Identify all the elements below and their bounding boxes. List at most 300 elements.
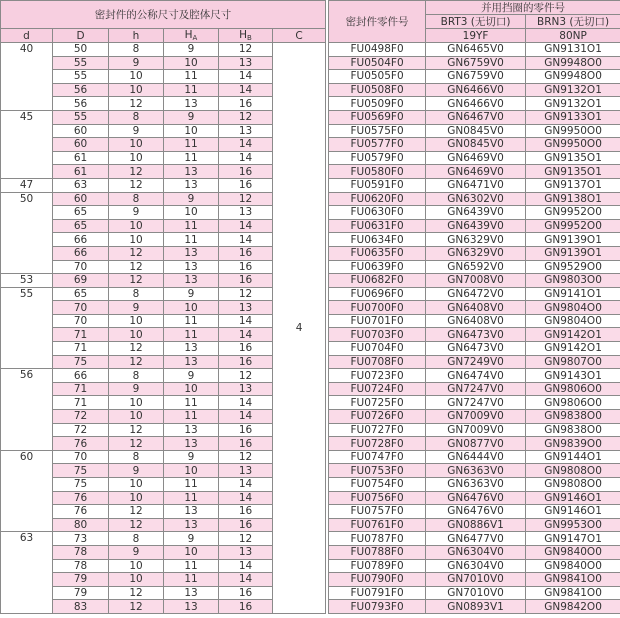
ha-cell: 11: [164, 233, 219, 247]
height-h-cell: 12: [109, 355, 164, 369]
outer-diameter-cell: 50: [53, 43, 109, 57]
brt3-part-number-cell: GN0886V1: [426, 518, 526, 532]
hb-cell: 16: [219, 178, 273, 192]
brt3-part-number-cell: GN6302V0: [426, 192, 526, 206]
brn3-part-number-cell: GN9135O1: [526, 151, 620, 165]
col-hb-header: [219, 29, 273, 43]
brn3-part-number-cell: GN9804O0: [526, 314, 620, 328]
seal-part-number-cell: FU0723F0: [329, 369, 426, 383]
hb-cell: 14: [219, 478, 273, 492]
brt3-part-number-cell: GN6467V0: [426, 110, 526, 124]
brn3-part-number-cell: GN9137O1: [526, 178, 620, 192]
brt3-part-number-cell: GN7010V0: [426, 586, 526, 600]
ha-cell: 13: [164, 600, 219, 614]
brn3-part-number-cell: GN9841O0: [526, 586, 620, 600]
seal-part-number-cell: FU0569F0: [329, 110, 426, 124]
seal-part-number-cell: FU0509F0: [329, 97, 426, 111]
col-c-header: C: [273, 29, 326, 43]
brt3-part-number-cell: GN6466V0: [426, 83, 526, 97]
outer-diameter-cell: 66: [53, 369, 109, 383]
outer-diameter-cell: 70: [53, 450, 109, 464]
outer-diameter-cell: 65: [53, 287, 109, 301]
height-h-cell: 12: [109, 437, 164, 451]
diameter-d-cell: 47: [1, 178, 53, 192]
col-outer-d-header: D: [53, 29, 109, 43]
hb-cell: 16: [219, 586, 273, 600]
outer-diameter-cell: 61: [53, 165, 109, 179]
height-h-cell: 10: [109, 151, 164, 165]
brt3-header: BRT3 (无切口): [426, 15, 526, 29]
brt3-part-number-cell: GN6329V0: [426, 233, 526, 247]
ha-cell: 13: [164, 178, 219, 192]
outer-diameter-cell: 76: [53, 491, 109, 505]
brn3-part-number-cell: GN9529O0: [526, 260, 620, 274]
hb-cell: 16: [219, 355, 273, 369]
seal-part-number-cell: FU0577F0: [329, 138, 426, 152]
hb-cell: 16: [219, 97, 273, 111]
hb-cell: 16: [219, 165, 273, 179]
ha-cell: 9: [164, 532, 219, 546]
brn3-part-number-cell: GN9141O1: [526, 287, 620, 301]
hb-cell: 16: [219, 342, 273, 356]
outer-diameter-cell: 69: [53, 274, 109, 288]
outer-diameter-cell: 66: [53, 233, 109, 247]
brt3-part-number-cell: GN6472V0: [426, 287, 526, 301]
header-row: [1, 1, 620, 15]
hb-cell: 12: [219, 369, 273, 383]
diameter-d-cell: 63: [1, 532, 53, 614]
hb-cell: 16: [219, 505, 273, 519]
outer-diameter-cell: 65: [53, 219, 109, 233]
outer-diameter-cell: 60: [53, 138, 109, 152]
hb-cell: 16: [219, 274, 273, 288]
outer-diameter-cell: 70: [53, 260, 109, 274]
seal-part-number-cell: FU0703F0: [329, 328, 426, 342]
brt3-part-number-cell: GN6439V0: [426, 206, 526, 220]
ha-cell: 11: [164, 314, 219, 328]
outer-diameter-cell: 76: [53, 505, 109, 519]
brn3-part-number-cell: GN9840O0: [526, 559, 620, 573]
height-h-cell: 10: [109, 70, 164, 84]
ha-cell: 10: [164, 124, 219, 138]
hb-cell: 14: [219, 573, 273, 587]
hb-cell: 14: [219, 233, 273, 247]
outer-diameter-cell: 56: [53, 97, 109, 111]
brt3-part-number-cell: GN6408V0: [426, 314, 526, 328]
brn3-part-number-cell: GN9952O0: [526, 219, 620, 233]
hb-cell: 13: [219, 206, 273, 220]
hb-cell: 14: [219, 70, 273, 84]
column-gap: [326, 29, 329, 43]
brn3-part-number-cell: GN9139O1: [526, 246, 620, 260]
seal-part-number-cell: FU0754F0: [329, 478, 426, 492]
height-h-cell: 8: [109, 450, 164, 464]
seal-part-number-header: 密封件零件号: [329, 1, 426, 43]
hb-cell: 14: [219, 314, 273, 328]
seal-part-number-cell: FU0630F0: [329, 206, 426, 220]
hb-cell: 14: [219, 410, 273, 424]
brn3-part-number-cell: GN9948O0: [526, 70, 620, 84]
brt3-part-number-cell: GN6329V0: [426, 246, 526, 260]
ha-sub-label: A: [192, 34, 198, 42]
height-h-cell: 10: [109, 219, 164, 233]
hb-cell: 16: [219, 423, 273, 437]
seal-part-number-cell: FU0787F0: [329, 532, 426, 546]
ha-cell: 11: [164, 491, 219, 505]
hb-cell: 14: [219, 491, 273, 505]
height-h-cell: 12: [109, 586, 164, 600]
brn3-part-number-cell: GN9952O0: [526, 206, 620, 220]
c-cell: 4: [273, 43, 326, 614]
hb-cell: 16: [219, 260, 273, 274]
hb-cell: 13: [219, 56, 273, 70]
brt3-part-number-cell: GN6439V0: [426, 219, 526, 233]
outer-diameter-cell: 78: [53, 545, 109, 559]
outer-diameter-cell: 71: [53, 396, 109, 410]
ha-cell: 11: [164, 410, 219, 424]
seal-part-number-cell: FU0498F0: [329, 43, 426, 57]
brn3-part-number-cell: GN9138O1: [526, 192, 620, 206]
outer-diameter-cell: 78: [53, 559, 109, 573]
seal-part-number-cell: FU0789F0: [329, 559, 426, 573]
brn3-part-number-cell: GN9807O0: [526, 355, 620, 369]
seal-part-number-cell: FU0620F0: [329, 192, 426, 206]
height-h-cell: 9: [109, 301, 164, 315]
hb-cell: 12: [219, 287, 273, 301]
height-h-cell: 10: [109, 328, 164, 342]
seal-part-number-cell: FU0591F0: [329, 178, 426, 192]
hb-cell: 14: [219, 151, 273, 165]
hb-cell: 14: [219, 83, 273, 97]
brn3-part-number-cell: GN9142O1: [526, 328, 620, 342]
seal-part-number-cell: FU0701F0: [329, 314, 426, 328]
ha-cell: 11: [164, 219, 219, 233]
hb-cell: 16: [219, 518, 273, 532]
ha-cell: 13: [164, 505, 219, 519]
diameter-d-cell: 50: [1, 192, 53, 274]
height-h-cell: 10: [109, 559, 164, 573]
height-h-cell: 8: [109, 532, 164, 546]
height-h-cell: 12: [109, 423, 164, 437]
outer-diameter-cell: 76: [53, 437, 109, 451]
brt3-code-header: 19YF: [426, 29, 526, 43]
ha-cell: 11: [164, 70, 219, 84]
height-h-cell: 8: [109, 43, 164, 57]
brn3-part-number-cell: GN9132O1: [526, 83, 620, 97]
seal-part-number-cell: FU0700F0: [329, 301, 426, 315]
outer-diameter-cell: 75: [53, 355, 109, 369]
ha-cell: 13: [164, 246, 219, 260]
brt3-part-number-cell: GN6759V0: [426, 56, 526, 70]
ha-cell: 13: [164, 97, 219, 111]
hb-cell: 16: [219, 246, 273, 260]
col-h-header: h: [109, 29, 164, 43]
brt3-part-number-cell: GN0845V0: [426, 124, 526, 138]
nominal-dimensions-header: 密封件的公称尺寸及腔体尺寸: [1, 1, 326, 29]
ha-main-label: H: [184, 29, 193, 41]
height-h-cell: 12: [109, 274, 164, 288]
brn3-part-number-cell: GN9146O1: [526, 505, 620, 519]
brn3-part-number-cell: GN9144O1: [526, 450, 620, 464]
brn3-part-number-cell: GN9950O0: [526, 138, 620, 152]
ha-cell: 9: [164, 369, 219, 383]
height-h-cell: 10: [109, 138, 164, 152]
height-h-cell: 12: [109, 600, 164, 614]
ha-cell: 13: [164, 274, 219, 288]
ha-cell: 13: [164, 586, 219, 600]
brt3-part-number-cell: GN6469V0: [426, 151, 526, 165]
height-h-cell: 10: [109, 396, 164, 410]
brn3-part-number-cell: GN9131O1: [526, 43, 620, 57]
brn3-part-number-cell: GN9806O0: [526, 382, 620, 396]
seal-part-number-cell: FU0634F0: [329, 233, 426, 247]
column-gap: [326, 15, 329, 29]
ha-cell: 9: [164, 192, 219, 206]
outer-diameter-cell: 61: [53, 151, 109, 165]
hb-cell: 13: [219, 545, 273, 559]
hb-cell: 14: [219, 559, 273, 573]
seal-part-number-cell: FU0579F0: [329, 151, 426, 165]
seal-part-number-cell: FU0725F0: [329, 396, 426, 410]
hb-cell: 13: [219, 382, 273, 396]
height-h-cell: 8: [109, 287, 164, 301]
brn3-part-number-cell: GN9840O0: [526, 545, 620, 559]
brn3-header: BRN3 (无切口): [526, 15, 620, 29]
outer-diameter-cell: 79: [53, 586, 109, 600]
outer-diameter-cell: 79: [53, 573, 109, 587]
height-h-cell: 8: [109, 110, 164, 124]
height-h-cell: 10: [109, 478, 164, 492]
ha-cell: 13: [164, 165, 219, 179]
ha-cell: 11: [164, 559, 219, 573]
hb-cell: 14: [219, 396, 273, 410]
brt3-part-number-cell: GN7247V0: [426, 382, 526, 396]
hb-cell: 12: [219, 450, 273, 464]
brt3-part-number-cell: GN7008V0: [426, 274, 526, 288]
col-d-header: d: [1, 29, 53, 43]
diameter-d-cell: 55: [1, 287, 53, 369]
outer-diameter-cell: 72: [53, 423, 109, 437]
seal-part-number-cell: FU0727F0: [329, 423, 426, 437]
outer-diameter-cell: 66: [53, 246, 109, 260]
outer-diameter-cell: 55: [53, 70, 109, 84]
height-h-cell: 10: [109, 410, 164, 424]
outer-diameter-cell: 70: [53, 301, 109, 315]
seal-part-number-cell: FU0788F0: [329, 545, 426, 559]
height-h-cell: 12: [109, 246, 164, 260]
brn3-part-number-cell: GN9132O1: [526, 97, 620, 111]
seal-part-number-cell: FU0753F0: [329, 464, 426, 478]
height-h-cell: 12: [109, 165, 164, 179]
brt3-part-number-cell: GN6592V0: [426, 260, 526, 274]
seal-part-number-cell: FU0631F0: [329, 219, 426, 233]
brn3-part-number-cell: GN9839O0: [526, 437, 620, 451]
height-h-cell: 9: [109, 206, 164, 220]
col-ha-header: [164, 29, 219, 43]
hb-cell: 14: [219, 138, 273, 152]
hb-main-label: H: [239, 29, 248, 41]
height-h-cell: 9: [109, 545, 164, 559]
header-row: [1, 29, 620, 43]
brt3-part-number-cell: GN6474V0: [426, 369, 526, 383]
brn3-part-number-cell: GN9133O1: [526, 110, 620, 124]
height-h-cell: 9: [109, 56, 164, 70]
outer-diameter-cell: 75: [53, 478, 109, 492]
brt3-part-number-cell: GN7010V0: [426, 573, 526, 587]
brn3-part-number-cell: GN9143O1: [526, 369, 620, 383]
outer-diameter-cell: 56: [53, 83, 109, 97]
brt3-part-number-cell: GN6408V0: [426, 301, 526, 315]
brt3-part-number-cell: GN6363V0: [426, 464, 526, 478]
hb-cell: 13: [219, 124, 273, 138]
brn3-part-number-cell: GN9147O1: [526, 532, 620, 546]
brn3-part-number-cell: GN9808O0: [526, 464, 620, 478]
brn3-part-number-cell: GN9950O0: [526, 124, 620, 138]
table-row: [1, 43, 620, 57]
brt3-part-number-cell: GN6465V0: [426, 43, 526, 57]
seal-part-number-cell: FU0575F0: [329, 124, 426, 138]
height-h-cell: 12: [109, 342, 164, 356]
seal-part-number-cell: FU0724F0: [329, 382, 426, 396]
height-h-cell: 12: [109, 260, 164, 274]
outer-diameter-cell: 83: [53, 600, 109, 614]
outer-diameter-cell: 60: [53, 192, 109, 206]
height-h-cell: 10: [109, 573, 164, 587]
diameter-d-cell: 45: [1, 110, 53, 178]
ha-cell: 13: [164, 342, 219, 356]
brt3-part-number-cell: GN6476V0: [426, 491, 526, 505]
hb-cell: 13: [219, 301, 273, 315]
ha-cell: 13: [164, 423, 219, 437]
height-h-cell: 12: [109, 518, 164, 532]
height-h-cell: 9: [109, 464, 164, 478]
seal-part-number-cell: FU0791F0: [329, 586, 426, 600]
ha-cell: 10: [164, 206, 219, 220]
seal-part-number-cell: FU0505F0: [329, 70, 426, 84]
brt3-part-number-cell: GN0877V0: [426, 437, 526, 451]
ha-cell: 13: [164, 260, 219, 274]
ha-cell: 10: [164, 382, 219, 396]
seal-part-number-cell: FU0790F0: [329, 573, 426, 587]
hb-cell: 13: [219, 464, 273, 478]
brt3-part-number-cell: GN7247V0: [426, 396, 526, 410]
brt3-part-number-cell: GN7009V0: [426, 423, 526, 437]
ha-cell: 9: [164, 110, 219, 124]
brn3-part-number-cell: GN9146O1: [526, 491, 620, 505]
hb-cell: 14: [219, 219, 273, 233]
brn3-part-number-cell: GN9953O0: [526, 518, 620, 532]
hb-cell: 12: [219, 532, 273, 546]
seal-part-number-cell: FU0639F0: [329, 260, 426, 274]
hb-sub-label: B: [247, 34, 252, 42]
brt3-part-number-cell: GN6469V0: [426, 165, 526, 179]
backup-ring-header: 并用挡圈的零件号: [426, 1, 620, 15]
brt3-part-number-cell: GN0893V1: [426, 600, 526, 614]
outer-diameter-cell: 75: [53, 464, 109, 478]
ha-cell: 11: [164, 396, 219, 410]
brn3-part-number-cell: GN9804O0: [526, 301, 620, 315]
brt3-part-number-cell: GN6466V0: [426, 97, 526, 111]
hb-cell: 16: [219, 437, 273, 451]
height-h-cell: 8: [109, 192, 164, 206]
brn3-code-header: 80NP: [526, 29, 620, 43]
height-h-cell: 9: [109, 382, 164, 396]
outer-diameter-cell: 63: [53, 178, 109, 192]
brn3-part-number-cell: GN9948O0: [526, 56, 620, 70]
brn3-part-number-cell: GN9842O0: [526, 600, 620, 614]
brn3-part-number-cell: GN9135O1: [526, 165, 620, 179]
ha-cell: 9: [164, 450, 219, 464]
table-header: [1, 1, 620, 43]
outer-diameter-cell: 60: [53, 124, 109, 138]
brn3-part-number-cell: GN9142O1: [526, 342, 620, 356]
seal-part-number-cell: FU0761F0: [329, 518, 426, 532]
outer-diameter-cell: 55: [53, 110, 109, 124]
brt3-part-number-cell: GN0845V0: [426, 138, 526, 152]
height-h-cell: 12: [109, 178, 164, 192]
ha-cell: 11: [164, 83, 219, 97]
diameter-d-cell: 40: [1, 43, 53, 111]
diameter-d-cell: 56: [1, 369, 53, 451]
brn3-part-number-cell: GN9838O0: [526, 423, 620, 437]
seal-part-number-cell: FU0726F0: [329, 410, 426, 424]
ha-cell: 11: [164, 151, 219, 165]
seal-part-number-cell: FU0756F0: [329, 491, 426, 505]
height-h-cell: 9: [109, 124, 164, 138]
seal-part-number-cell: FU0757F0: [329, 505, 426, 519]
brn3-part-number-cell: GN9841O0: [526, 573, 620, 587]
seal-part-number-cell: FU0728F0: [329, 437, 426, 451]
brn3-part-number-cell: GN9838O0: [526, 410, 620, 424]
outer-diameter-cell: 71: [53, 342, 109, 356]
brn3-part-number-cell: GN9803O0: [526, 274, 620, 288]
outer-diameter-cell: 72: [53, 410, 109, 424]
seal-part-number-cell: FU0704F0: [329, 342, 426, 356]
diameter-d-cell: 60: [1, 450, 53, 532]
seal-part-number-cell: FU0504F0: [329, 56, 426, 70]
seal-part-number-cell: FU0747F0: [329, 450, 426, 464]
brt3-part-number-cell: GN6473V0: [426, 342, 526, 356]
height-h-cell: 10: [109, 233, 164, 247]
height-h-cell: 12: [109, 505, 164, 519]
hb-cell: 14: [219, 328, 273, 342]
height-h-cell: 8: [109, 369, 164, 383]
seal-part-number-cell: FU0580F0: [329, 165, 426, 179]
height-h-cell: 10: [109, 491, 164, 505]
ha-cell: 11: [164, 478, 219, 492]
ha-cell: 13: [164, 518, 219, 532]
outer-diameter-cell: 71: [53, 382, 109, 396]
outer-diameter-cell: 55: [53, 56, 109, 70]
ha-cell: 9: [164, 287, 219, 301]
ha-cell: 11: [164, 138, 219, 152]
seal-part-number-cell: FU0682F0: [329, 274, 426, 288]
hb-cell: 16: [219, 600, 273, 614]
brt3-part-number-cell: GN6473V0: [426, 328, 526, 342]
seal-part-number-cell: FU0508F0: [329, 83, 426, 97]
ha-cell: 13: [164, 437, 219, 451]
brn3-part-number-cell: GN9806O0: [526, 396, 620, 410]
outer-diameter-cell: 71: [53, 328, 109, 342]
ha-cell: 10: [164, 545, 219, 559]
brt3-part-number-cell: GN7009V0: [426, 410, 526, 424]
ha-cell: 11: [164, 328, 219, 342]
diameter-d-cell: 53: [1, 274, 53, 288]
seal-part-number-cell: FU0708F0: [329, 355, 426, 369]
brt3-part-number-cell: GN6444V0: [426, 450, 526, 464]
seal-part-number-cell: FU0696F0: [329, 287, 426, 301]
brt3-part-number-cell: GN6304V0: [426, 559, 526, 573]
